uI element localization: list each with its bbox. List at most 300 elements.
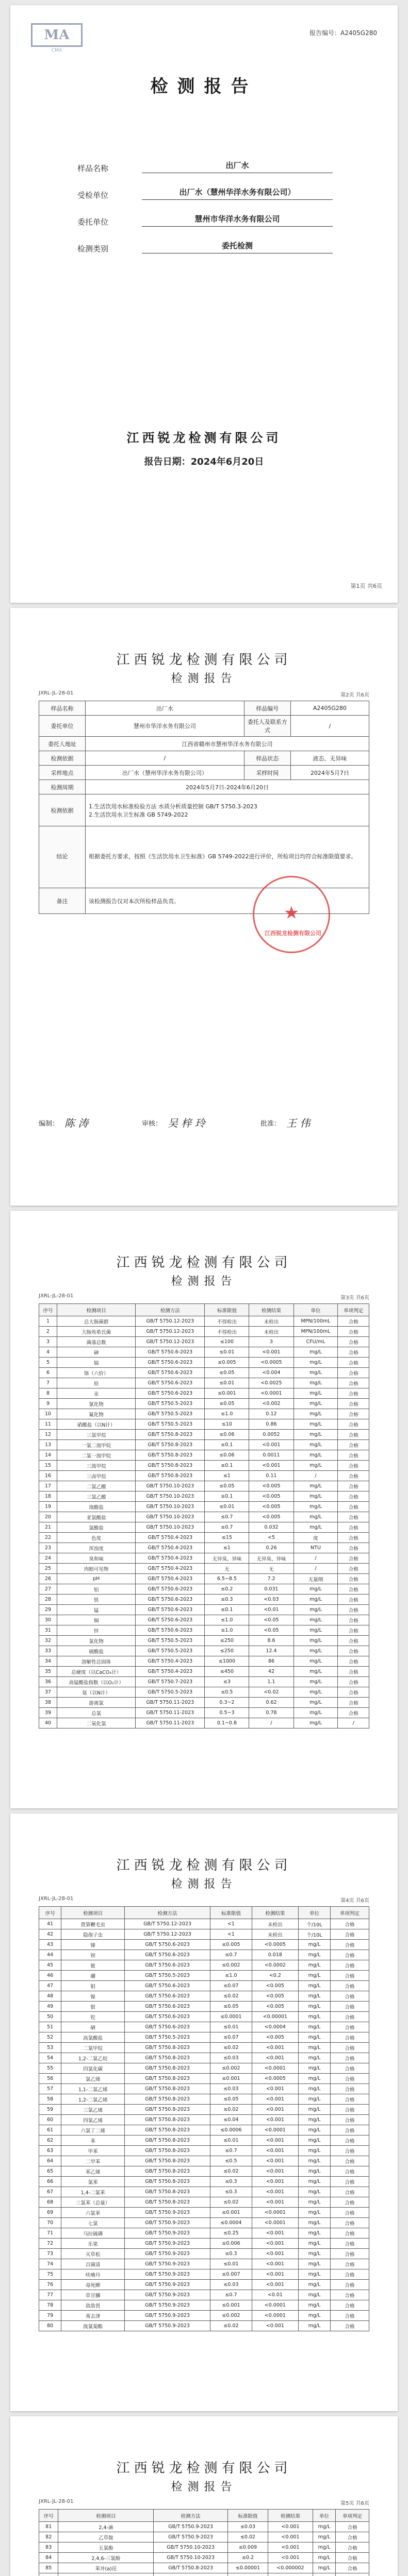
table-cell: 砷 bbox=[57, 1347, 135, 1358]
table-cell: 12.4 bbox=[249, 1646, 293, 1656]
table-cell: 铬（六价） bbox=[57, 1368, 135, 1378]
table-cell: 合格 bbox=[338, 1625, 369, 1636]
table-cell: 0.11 bbox=[249, 1471, 293, 1481]
table-cell: mg/L bbox=[299, 2022, 331, 2032]
table-cell: <0.001 bbox=[252, 2115, 298, 2125]
table-cell: 合格 bbox=[338, 1347, 369, 1358]
table-cell: GB/T 5750.10-2023 bbox=[136, 1481, 205, 1492]
table-row bbox=[39, 1388, 369, 1399]
table-cell: 57 bbox=[39, 2084, 61, 2094]
table-cell: ≤0.03 bbox=[210, 2084, 252, 2094]
table-cell: 合格 bbox=[336, 2543, 369, 2553]
info-label: 检测依据 bbox=[39, 751, 86, 766]
table-cell: <0.01 bbox=[249, 1605, 293, 1615]
table-cell: ≤0.01 bbox=[205, 1502, 249, 1512]
table-row bbox=[39, 1358, 369, 1368]
table-cell: <0.002 bbox=[249, 1399, 293, 1409]
table-row bbox=[39, 1646, 369, 1656]
table-cell: ≤0.25 bbox=[210, 2228, 252, 2239]
table-cell: mg/L bbox=[299, 1950, 331, 1960]
table-cell: ≤0.5 bbox=[205, 1687, 249, 1698]
table-cell: mg/L bbox=[299, 2002, 331, 2012]
table-cell: <0.0005 bbox=[252, 2074, 298, 2084]
table-cell: GB/T 5750.10-2023 bbox=[136, 1502, 205, 1512]
table-cell: 六氯丁二烯 bbox=[61, 2125, 125, 2136]
table-cell: 合格 bbox=[330, 2002, 369, 2012]
table-row bbox=[39, 2063, 369, 2074]
conclusion-text: 根据委托方要求，按照《生活饮用水卫生标准》GB 5749-2022进行评价，所检项目均符合标准限值要求。 bbox=[86, 826, 369, 888]
table-cell: 合格 bbox=[330, 1940, 369, 1950]
results-page-1 bbox=[10, 1211, 398, 1808]
table-row bbox=[39, 2043, 369, 2053]
table-row bbox=[39, 1687, 369, 1698]
table-cell: GB/T 5750.9-2023 bbox=[124, 2280, 210, 2290]
table-cell: <0.001 bbox=[252, 2280, 298, 2290]
page-number: 第5页 共6页 bbox=[340, 2501, 369, 2506]
table-cell: <0.001 bbox=[252, 2249, 298, 2259]
table-cell: ≤0.06 bbox=[205, 1450, 249, 1461]
table-cell: 合格 bbox=[330, 2187, 369, 2197]
table-cell: 合格 bbox=[330, 1919, 369, 1929]
table-cell: <0.001 bbox=[268, 2543, 313, 2553]
company-seal bbox=[253, 876, 330, 953]
table-cell: mg/L bbox=[293, 1430, 338, 1440]
table-cell: 合格 bbox=[330, 2022, 369, 2032]
table-cell: 56 bbox=[39, 2074, 61, 2084]
table-cell: 37 bbox=[39, 1687, 57, 1698]
table-row bbox=[39, 1543, 369, 1553]
table-cell: 合格 bbox=[338, 1399, 369, 1409]
table-cell: 未检出 bbox=[249, 1316, 293, 1327]
table-cell: 3 bbox=[249, 1337, 293, 1347]
cover-field-client bbox=[77, 208, 346, 235]
table-cell: <0.001 bbox=[252, 2105, 298, 2115]
table-cell: 合格 bbox=[338, 1533, 369, 1543]
info-value: A2405G280 bbox=[290, 701, 369, 716]
table-cell: 合格 bbox=[330, 2208, 369, 2218]
table-cell: ≤0.0004 bbox=[210, 2218, 252, 2228]
table-cell: 氟化物 bbox=[57, 1409, 135, 1419]
table-cell: ≤0.005 bbox=[205, 1358, 249, 1368]
table-cell: 71 bbox=[39, 2228, 61, 2239]
table-cell: GB/T 5750.6-2023 bbox=[124, 1981, 210, 1991]
table-row bbox=[39, 2280, 369, 2290]
table-cell: <0.03 bbox=[249, 1595, 293, 1605]
table-cell: GB/T 5750.10-2023 bbox=[154, 2543, 228, 2553]
table-row bbox=[39, 1378, 369, 1388]
table-cell: 0.12 bbox=[249, 1409, 293, 1419]
table-cell: MPN/100mL bbox=[293, 1327, 338, 1337]
table-cell: 三氯苯（总量） bbox=[61, 2197, 125, 2208]
table-cell: <0.004 bbox=[249, 1368, 293, 1378]
table-row bbox=[39, 2187, 369, 2197]
table-cell: 1,2-二氯乙烯 bbox=[61, 2094, 125, 2105]
review-signature: 吴 梓 玲 bbox=[168, 1117, 205, 1129]
table-cell: ≤0.5 bbox=[210, 2156, 252, 2166]
table-cell: 贾第鞭毛虫 bbox=[61, 1919, 125, 1929]
table-cell: <0.001 bbox=[252, 2094, 298, 2105]
table-cell: ≤0.01 bbox=[205, 1347, 249, 1358]
table-cell: 高氯酸盐 bbox=[61, 2032, 125, 2043]
page-title: 检测报告 bbox=[171, 2481, 237, 2494]
table-cell: 硫酸盐 bbox=[57, 1646, 135, 1656]
table-cell: GB/T 5750.4-2023 bbox=[136, 1574, 205, 1584]
table-cell: 51 bbox=[39, 2022, 61, 2032]
table-cell: ≤0.02 bbox=[227, 2532, 268, 2543]
table-row bbox=[39, 2094, 369, 2105]
table-cell: mg/L bbox=[299, 2094, 331, 2105]
table-cell: 合格 bbox=[330, 2311, 369, 2321]
table-cell: 15 bbox=[39, 1461, 57, 1471]
info-label: 委托人地址 bbox=[39, 737, 86, 751]
table-cell: 苯并(a)芘 bbox=[58, 2563, 154, 2573]
table-cell: 合格 bbox=[330, 2105, 369, 2115]
table-cell: ≤0.001 bbox=[210, 2208, 252, 2218]
table-row bbox=[39, 2197, 369, 2208]
table-row bbox=[39, 2032, 369, 2043]
table-cell: 无异臭、异味 bbox=[205, 1553, 249, 1564]
table-cell: 钼 bbox=[61, 1981, 125, 1991]
table-cell: 硝酸盐（以N计） bbox=[57, 1419, 135, 1430]
table-cell: 1 bbox=[39, 1316, 57, 1327]
table-cell: 65 bbox=[39, 2166, 61, 2177]
table-row bbox=[39, 2002, 369, 2012]
table-cell: mg/L bbox=[299, 1940, 331, 1950]
table-cell: GB/T 5750.5-2023 bbox=[124, 2032, 210, 2043]
table-row bbox=[39, 1698, 369, 1708]
table-cell: mg/L bbox=[299, 2177, 331, 2187]
table-cell: 合格 bbox=[330, 2063, 369, 2074]
table-row bbox=[39, 1522, 369, 1533]
table-cell: 49 bbox=[39, 2002, 61, 2012]
table-cell: mg/L bbox=[299, 2197, 331, 2208]
table-cell: <0.005 bbox=[252, 1991, 298, 2002]
table-cell: GB/T 5750.9-2023 bbox=[124, 2321, 210, 2331]
table-cell: mg/L bbox=[299, 1960, 331, 1971]
table-cell: <0.005 bbox=[249, 1502, 293, 1512]
table-cell: 苯乙烯 bbox=[61, 2166, 125, 2177]
table-cell: <0.001 bbox=[252, 2239, 298, 2249]
table-cell: <0.02 bbox=[249, 1687, 293, 1698]
table-cell: 合格 bbox=[338, 1615, 369, 1625]
table-cell: mg/L bbox=[299, 2032, 331, 2043]
table-cell: 合格 bbox=[330, 2053, 369, 2063]
signature-row bbox=[39, 1113, 369, 1133]
table-cell: mg/L bbox=[293, 1522, 338, 1533]
seal-text: 江西锐龙检测有限公司 bbox=[265, 930, 321, 937]
table-cell: 8.6 bbox=[249, 1636, 293, 1646]
table-cell: 隐孢子虫 bbox=[61, 1929, 125, 1940]
table-row bbox=[39, 1440, 369, 1450]
table-cell: mg/L bbox=[299, 2043, 331, 2053]
table-cell: 合格 bbox=[338, 1481, 369, 1492]
table-cell: GB/T 5750.6-2023 bbox=[136, 1615, 205, 1625]
field-label: 检测类别 bbox=[77, 244, 109, 253]
page-number: 第4页 共6页 bbox=[340, 1898, 369, 1904]
table-cell: <0.000002 bbox=[268, 2563, 313, 2573]
table-cell: 合格 bbox=[338, 1450, 369, 1461]
table-cell: 合格 bbox=[338, 1708, 369, 1718]
table-cell: ≤0.05 bbox=[210, 2094, 252, 2105]
table-cell: <0.0001 bbox=[252, 2311, 298, 2321]
table-cell: mg/L bbox=[299, 2290, 331, 2300]
table-row bbox=[39, 2012, 369, 2022]
table-cell: 68 bbox=[39, 2197, 61, 2208]
table-cell: 浑浊度 bbox=[57, 1543, 135, 1553]
table-cell: 80 bbox=[39, 2321, 61, 2331]
table-cell: GB/T 5750.11-2023 bbox=[136, 1708, 205, 1718]
table-row bbox=[39, 1584, 369, 1595]
table-row bbox=[39, 1708, 369, 1718]
table-cell: 铍 bbox=[61, 1960, 125, 1971]
table-row bbox=[39, 1316, 369, 1327]
table-cell: ≤0.02 bbox=[210, 2197, 252, 2208]
info-label: 样品编号 bbox=[244, 701, 290, 716]
table-cell: <0.005 bbox=[249, 1512, 293, 1522]
table-cell: mg/L bbox=[299, 2136, 331, 2146]
table-cell: 合格 bbox=[336, 2553, 369, 2563]
table-cell: 40 bbox=[39, 1718, 57, 1728]
table-header-row bbox=[39, 1907, 369, 1919]
table-header-row bbox=[39, 2510, 369, 2522]
table-cell: mg/L bbox=[313, 2563, 335, 2573]
table-cell: NTU bbox=[293, 1543, 338, 1553]
table-cell: <0.001 bbox=[252, 2269, 298, 2280]
table-cell: 合格 bbox=[330, 1971, 369, 1981]
table-row bbox=[39, 2166, 369, 2177]
table-cell: 合格 bbox=[338, 1687, 369, 1698]
approve-signature: 王 伟 bbox=[286, 1117, 311, 1129]
table-cell: mg/L bbox=[299, 2166, 331, 2177]
table-cell: 47 bbox=[39, 1981, 61, 1991]
table-cell: ≤0.04 bbox=[210, 2115, 252, 2125]
table-cell: <0.001 bbox=[252, 2136, 298, 2146]
table-cell: 64 bbox=[39, 2156, 61, 2166]
table-cell: 合格 bbox=[338, 1388, 369, 1399]
table-row bbox=[39, 1656, 369, 1667]
table-cell: 72 bbox=[39, 2239, 61, 2249]
table-cell: ≤0.03 bbox=[210, 2053, 252, 2063]
table-cell: ≤0.007 bbox=[210, 2269, 252, 2280]
table-cell: 2,4,6-三氯酚 bbox=[58, 2553, 154, 2563]
table-row bbox=[39, 2290, 369, 2300]
results-table bbox=[39, 2509, 369, 2576]
table-cell: GB/T 5750.6-2023 bbox=[124, 1960, 210, 1971]
table-cell: 77 bbox=[39, 2290, 61, 2300]
form-code: JXRL-JL-28-01 bbox=[39, 2499, 74, 2504]
table-cell: 合格 bbox=[330, 1991, 369, 2002]
table-row bbox=[39, 1625, 369, 1636]
table-cell: GB/T 5750.10-2023 bbox=[154, 2553, 228, 2563]
table-cell: 6.5~8.5 bbox=[205, 1574, 249, 1584]
table-cell: mg/L bbox=[293, 1615, 338, 1625]
column-header: 检测方法 bbox=[124, 1907, 210, 1919]
table-cell: 合格 bbox=[330, 2300, 369, 2311]
table-cell: 色度 bbox=[57, 1533, 135, 1543]
table-cell: 臭和味 bbox=[57, 1553, 135, 1564]
table-cell: GB/T 5750.5-2023 bbox=[136, 1419, 205, 1430]
table-cell: GB/T 5750.6-2023 bbox=[136, 1358, 205, 1368]
column-header: 标准限值 bbox=[205, 1304, 249, 1316]
table-cell: ≤0.1 bbox=[205, 1440, 249, 1450]
table-cell: GB/T 5750.6-2023 bbox=[124, 2002, 210, 2012]
table-cell: 合格 bbox=[330, 2321, 369, 2331]
table-cell: 合格 bbox=[338, 1502, 369, 1512]
table-cell: 一氯二溴甲烷 bbox=[57, 1440, 135, 1450]
table-cell: 铊 bbox=[61, 2012, 125, 2022]
table-cell: GB/T 5750.5-2023 bbox=[136, 1409, 205, 1419]
table-row bbox=[39, 1347, 369, 1358]
table-cell: 高锰酸盐指数（以O₂计） bbox=[57, 1677, 135, 1687]
table-cell: mg/L bbox=[299, 2259, 331, 2269]
table-cell: CFU/mL bbox=[293, 1337, 338, 1347]
table-cell: 76 bbox=[39, 2280, 61, 2290]
info-label: 备注 bbox=[39, 888, 86, 914]
table-cell: 7 bbox=[39, 1378, 57, 1388]
table-cell: <0.00001 bbox=[252, 2012, 298, 2022]
table-cell: 28 bbox=[39, 1595, 57, 1605]
table-row bbox=[39, 780, 369, 794]
table-row bbox=[39, 826, 369, 888]
table-cell: GB/T 5750.8-2023 bbox=[124, 2136, 210, 2146]
table-cell: <0.0001 bbox=[252, 2218, 298, 2228]
table-cell: 63 bbox=[39, 2146, 61, 2156]
table-cell: GB/T 5750.6-2023 bbox=[136, 1595, 205, 1605]
table-cell: GB/T 5750.8-2023 bbox=[124, 2105, 210, 2115]
table-header-row bbox=[39, 1304, 369, 1316]
table-cell: 43 bbox=[39, 1940, 61, 1950]
cover-field-inspected bbox=[77, 181, 346, 208]
table-row bbox=[39, 2084, 369, 2094]
info-value: 液态、无异味 bbox=[290, 751, 369, 766]
table-cell: mg/L bbox=[299, 2228, 331, 2239]
table-cell: ≤0.0001 bbox=[210, 2012, 252, 2022]
page-title: 检测报告 bbox=[171, 1878, 237, 1891]
table-row bbox=[39, 1981, 369, 1991]
table-cell: 30 bbox=[39, 1615, 57, 1625]
table-row bbox=[39, 1553, 369, 1564]
table-row bbox=[39, 1512, 369, 1522]
table-cell: 0.031 bbox=[249, 1584, 293, 1595]
basis-cell bbox=[86, 794, 369, 826]
table-row bbox=[39, 2156, 369, 2166]
table-cell: 75 bbox=[39, 2269, 61, 2280]
review-label: 审核： bbox=[142, 1120, 162, 1128]
table-cell: 氨（以N计） bbox=[57, 1687, 135, 1698]
table-cell: 合格 bbox=[330, 2146, 369, 2156]
table-cell: mg/L bbox=[293, 1409, 338, 1419]
table-cell: mg/L bbox=[293, 1584, 338, 1595]
table-row bbox=[39, 2553, 369, 2563]
table-cell bbox=[313, 2573, 335, 2576]
table-cell: GB/T 5750.5-2023 bbox=[124, 1971, 210, 1981]
table-cell: ≤10 bbox=[205, 1419, 249, 1430]
table-cell: 溴氰菊酯 bbox=[61, 2321, 125, 2331]
table-cell: 0.78 bbox=[249, 1708, 293, 1718]
cover-field-sample bbox=[77, 155, 346, 181]
table-cell: GB/T 5750.8-2023 bbox=[124, 2094, 210, 2105]
table-row bbox=[39, 1991, 369, 2002]
table-cell: 游离氯 bbox=[57, 1698, 135, 1708]
table-cell: 0.032 bbox=[249, 1522, 293, 1533]
table-cell: 19 bbox=[39, 1502, 57, 1512]
table-cell: 6 bbox=[39, 1368, 57, 1378]
table-cell: 12 bbox=[39, 1430, 57, 1440]
table-row bbox=[39, 2115, 369, 2125]
table-cell: 81 bbox=[39, 2522, 58, 2532]
column-header: 检测方法 bbox=[136, 1304, 205, 1316]
table-cell: 铁 bbox=[57, 1595, 135, 1605]
table-cell: 合格 bbox=[330, 2043, 369, 2053]
table-cell: 58 bbox=[39, 2094, 61, 2105]
table-cell: mg/L bbox=[299, 2311, 331, 2321]
table-cell: GB/T 5750.10-2023 bbox=[136, 1512, 205, 1522]
table-cell: 1,4-二氯苯 bbox=[61, 2187, 125, 2197]
table-cell: 22 bbox=[39, 1533, 57, 1543]
table-cell: 5 bbox=[39, 1358, 57, 1368]
table-cell: 合格 bbox=[330, 2166, 369, 2177]
table-row bbox=[39, 1533, 369, 1543]
table-cell: ≤0.009 bbox=[227, 2543, 268, 2553]
table-cell: mg/L bbox=[293, 1512, 338, 1522]
table-cell: mg/L bbox=[299, 2084, 331, 2094]
table-cell: mg/L bbox=[293, 1358, 338, 1368]
table-cell: 合格 bbox=[338, 1543, 369, 1553]
table-cell: 合格 bbox=[338, 1646, 369, 1656]
table-cell: mg/L bbox=[313, 2543, 335, 2553]
table-cell: 二甲苯 bbox=[61, 2156, 125, 2166]
column-header: 检测项目 bbox=[61, 1907, 125, 1919]
basis-line: 2.生活饮用水卫生标准 GB 5749-2022 bbox=[89, 811, 188, 818]
table-row bbox=[39, 1971, 369, 1981]
table-cell: 合格 bbox=[338, 1419, 369, 1430]
table-row bbox=[39, 1574, 369, 1584]
info-label: 检测依据 bbox=[39, 794, 86, 826]
table-cell: 三氯甲烷 bbox=[57, 1430, 135, 1440]
column-header: 检测结果 bbox=[249, 1304, 293, 1316]
table-cell: ≤1 bbox=[205, 1471, 249, 1481]
table-row bbox=[39, 2239, 369, 2249]
table-cell: 灭草松 bbox=[61, 2249, 125, 2259]
field-value: 出厂水 bbox=[142, 160, 333, 173]
table-row bbox=[39, 1492, 369, 1502]
table-cell: 69 bbox=[39, 2208, 61, 2218]
table-cell: 合格 bbox=[330, 2032, 369, 2043]
table-cell: 合格 bbox=[338, 1492, 369, 1502]
table-cell: 78 bbox=[39, 2300, 61, 2311]
table-cell: 41 bbox=[39, 1919, 61, 1929]
table-cell: mg/L bbox=[313, 2553, 335, 2563]
table-row bbox=[39, 2053, 369, 2063]
table-cell: <0.001 bbox=[252, 2156, 298, 2166]
table-cell: ≤0.03 bbox=[210, 2280, 252, 2290]
table-cell: <0.0001 bbox=[249, 1388, 293, 1399]
cover-page bbox=[10, 5, 398, 603]
column-header: 检测项目 bbox=[58, 2510, 154, 2522]
table-cell: GB/T 5750.8-2023 bbox=[124, 2043, 210, 2053]
table-cell: 五氯酚 bbox=[58, 2543, 154, 2553]
table-cell: 汞 bbox=[57, 1388, 135, 1399]
table-cell: mg/L bbox=[293, 1646, 338, 1656]
table-cell: 合格 bbox=[330, 1960, 369, 1971]
table-cell: 溶解性总固体 bbox=[57, 1656, 135, 1667]
table-cell: mg/L bbox=[299, 1991, 331, 2002]
table-cell: GB/T 5750.5-2023 bbox=[136, 1646, 205, 1656]
table-cell: 合格 bbox=[338, 1522, 369, 1533]
table-cell: 27 bbox=[39, 1584, 57, 1595]
table-cell: ≤15 bbox=[205, 1533, 249, 1543]
table-cell: 氰化物 bbox=[57, 1399, 135, 1409]
